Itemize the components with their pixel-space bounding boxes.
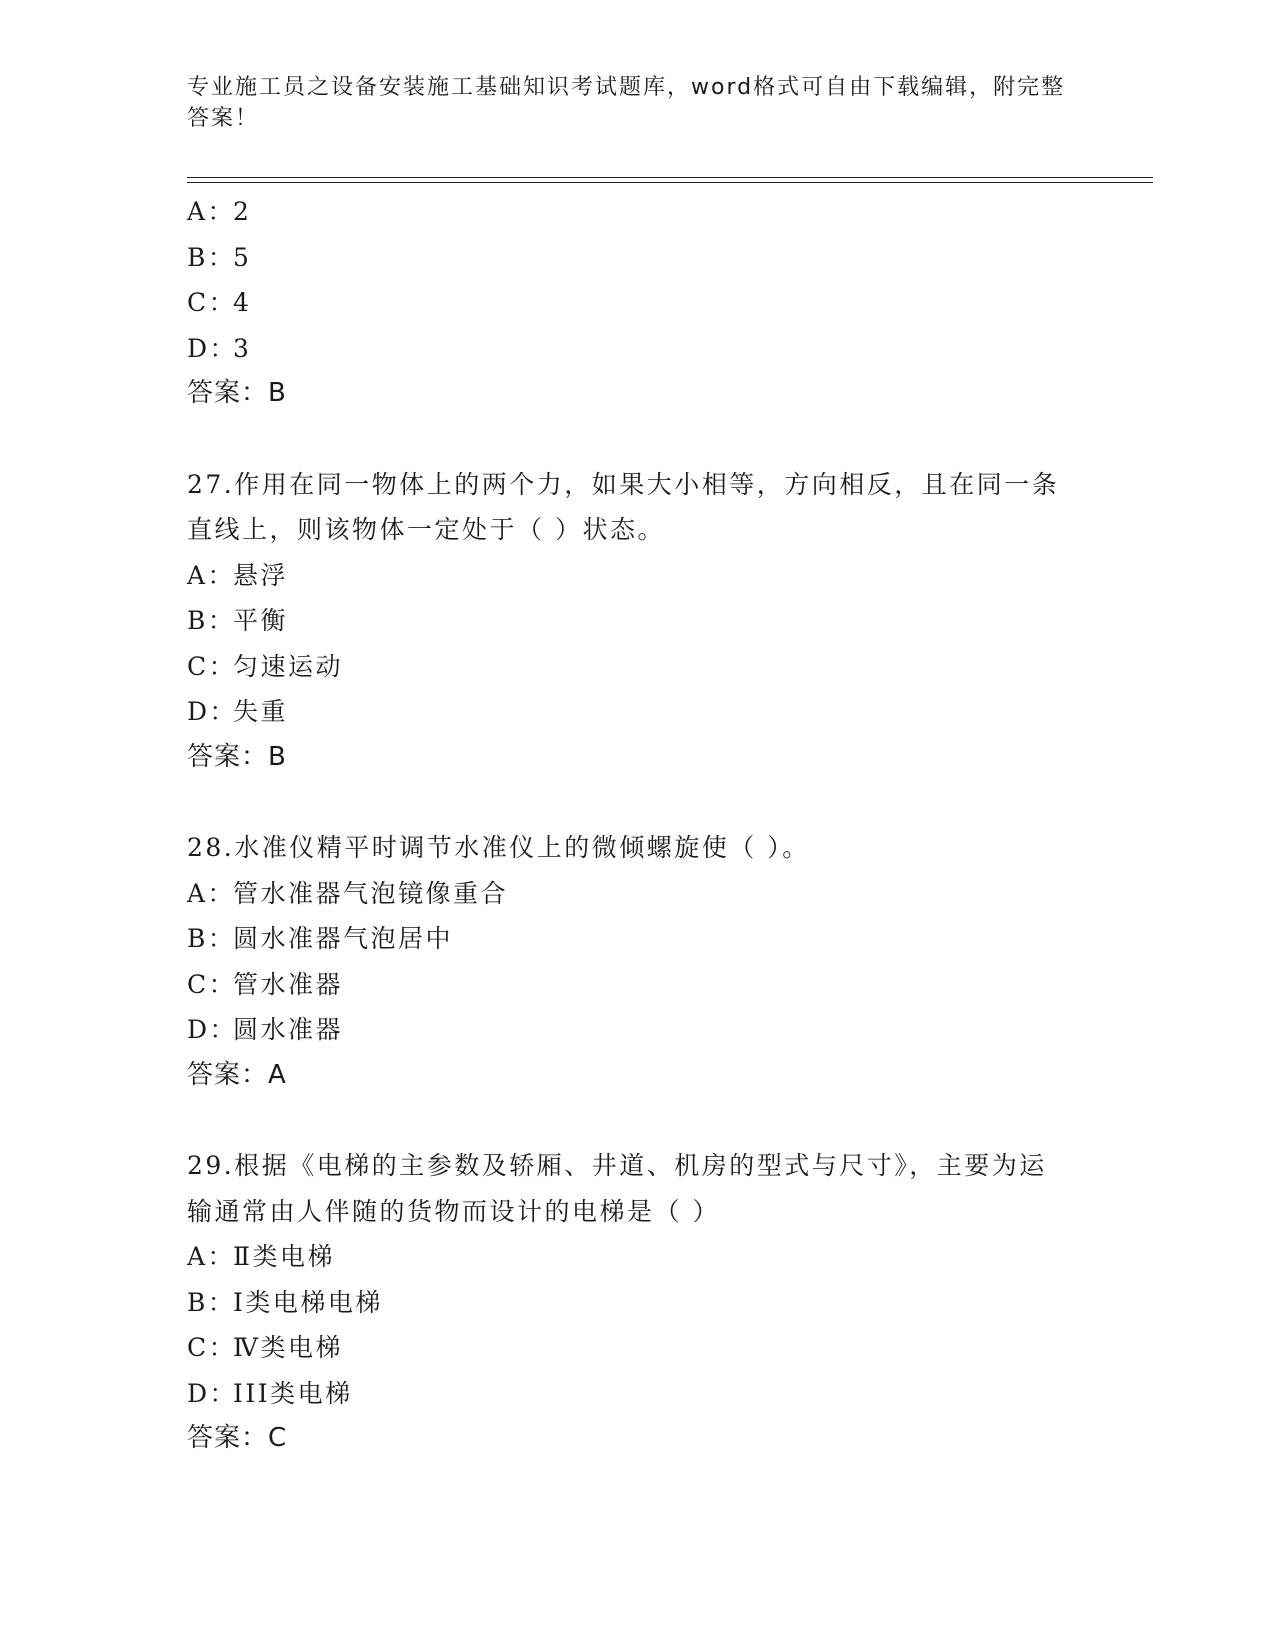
- option-label: D：: [187, 333, 238, 363]
- option-d: [187, 1007, 1087, 1053]
- option-d: [187, 689, 1087, 735]
- question-list: [187, 189, 1087, 1462]
- option-d: [187, 1371, 1087, 1417]
- question-spacer: [187, 1098, 1087, 1143]
- option-label: A：: [187, 1242, 236, 1271]
- option-b: [187, 598, 1087, 644]
- option-a: [187, 871, 1087, 917]
- option-label: B：: [187, 242, 236, 272]
- option-text: 管水准器气泡镜像重合: [233, 878, 509, 908]
- option-text: 平衡: [233, 606, 289, 635]
- option-text: 3: [233, 333, 252, 363]
- option-label: D：: [187, 1378, 238, 1408]
- question-27: [187, 462, 1087, 781]
- option-c: [187, 962, 1087, 1008]
- option-label: B：: [187, 1287, 236, 1317]
- question-spacer: [187, 417, 1087, 462]
- answer-line: 答案：A: [187, 1059, 287, 1090]
- option-b: [187, 916, 1087, 962]
- option-label: A：: [187, 560, 236, 590]
- question-28: [187, 825, 1087, 1098]
- option-b: [187, 235, 1087, 281]
- header-divider-top: [187, 177, 1153, 178]
- question-stem: 27.作用在同一物体上的两个力，如果大小相等，方向相反，且在同一条直线上，则该物体一定处于（ ）状态。: [187, 469, 1060, 544]
- option-text: 悬浮: [233, 560, 289, 590]
- option-c: [187, 644, 1087, 690]
- question-29: [187, 1143, 1087, 1462]
- option-label: C：: [187, 1333, 237, 1362]
- option-c: [187, 280, 1087, 326]
- option-text: Ⅰ类电梯电梯: [233, 1287, 383, 1317]
- answer-line: 答案：B: [187, 741, 287, 772]
- option-a: [187, 1234, 1087, 1280]
- option-text: Ⅳ类电梯: [233, 1333, 343, 1362]
- option-c: [187, 1325, 1087, 1371]
- answer-line: 答案：B: [187, 378, 287, 408]
- option-text: 圆水准器: [233, 1015, 344, 1044]
- option-text: 失重: [233, 697, 289, 726]
- option-label: B：: [187, 606, 236, 635]
- option-text: III类电梯: [233, 1378, 353, 1408]
- option-text: 匀速运动: [233, 651, 344, 681]
- answer-line: 答案：C: [187, 1423, 288, 1453]
- option-b: [187, 1280, 1087, 1326]
- option-text: 圆水准器气泡居中: [233, 924, 454, 953]
- option-text: 管水准器: [233, 969, 344, 999]
- option-label: C：: [187, 651, 237, 681]
- option-label: D：: [187, 697, 238, 726]
- question-26-tail: [187, 189, 1087, 417]
- option-text: 4: [233, 288, 252, 317]
- option-text: 2: [233, 197, 252, 226]
- option-label: C：: [187, 969, 237, 999]
- option-label: C：: [187, 288, 237, 317]
- question-stem: 28.水准仪精平时调节水准仪上的微倾螺旋使（ ）。: [187, 833, 810, 862]
- option-label: B：: [187, 924, 236, 953]
- option-d: [187, 326, 1087, 372]
- option-a: [187, 189, 1087, 235]
- option-label: A：: [187, 197, 236, 226]
- option-label: A：: [187, 878, 236, 908]
- question-stem: 29.根据《电梯的主参数及轿厢、井道、机房的型式与尺寸》，主要为运输通常由人伴随的货物而设计的电梯是（ ）: [187, 1151, 1047, 1226]
- header-divider-bottom: [187, 182, 1153, 183]
- option-label: D：: [187, 1015, 238, 1044]
- document-header: 专业施工员之设备安装施工基础知识考试题库，word格式可自由下载编辑，附完整答案！: [187, 75, 1066, 131]
- option-a: [187, 553, 1087, 599]
- question-spacer: [187, 780, 1087, 825]
- option-text: 5: [233, 242, 252, 272]
- option-text: Ⅱ类电梯: [233, 1242, 335, 1271]
